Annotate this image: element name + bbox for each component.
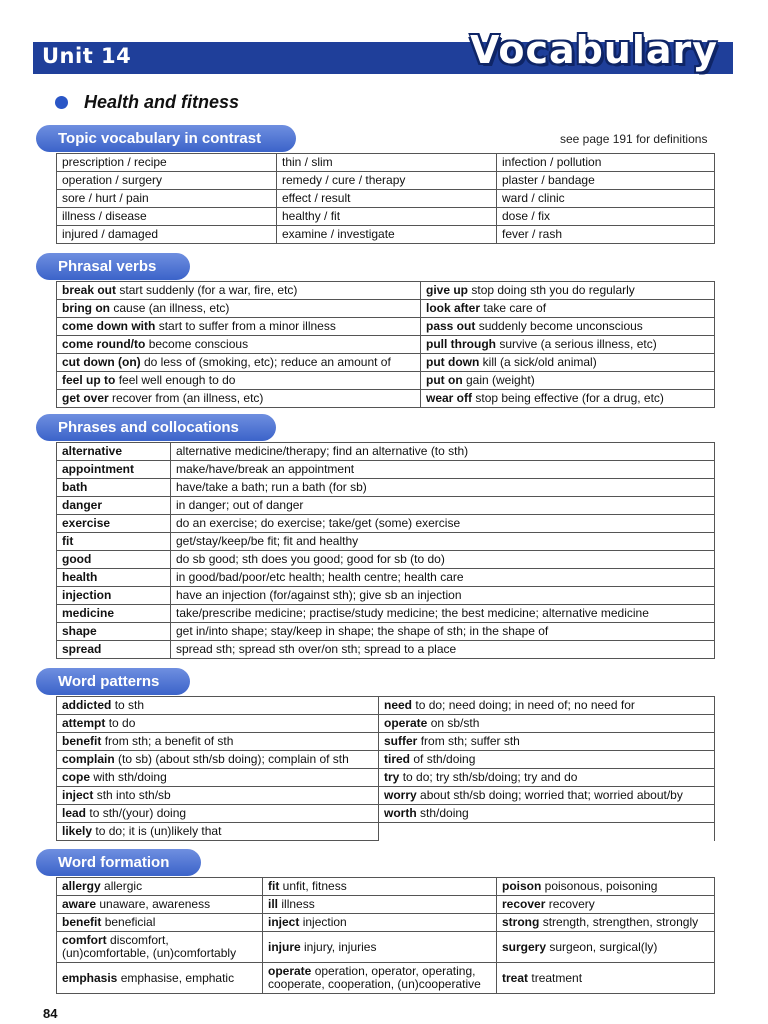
table-row <box>57 823 715 841</box>
table-row <box>57 461 715 479</box>
table-row <box>57 172 715 190</box>
headword: operate <box>268 964 312 978</box>
collocation-headword: medicine <box>57 605 171 623</box>
word-formation-cell <box>57 963 263 994</box>
definition: to do; try sth/sb/doing; try and do <box>402 770 578 784</box>
collocation-examples: get/stay/keep/be fit; fit and healthy <box>171 533 715 551</box>
definition: recover from (an illness, etc) <box>112 391 264 405</box>
table-cell: illness / disease <box>57 208 277 226</box>
definition: unaware, awareness <box>99 897 211 911</box>
definition: sth/doing <box>420 806 469 820</box>
table-cell: ward / clinic <box>497 190 715 208</box>
table-row <box>57 787 715 805</box>
headword: emphasis <box>62 970 118 985</box>
collocation-headword: bath <box>57 479 171 497</box>
headword: give up <box>426 283 469 297</box>
table-cell: injured / damaged <box>57 226 277 244</box>
word-pattern-cell <box>379 733 715 751</box>
phrases-collocations-table <box>56 442 715 659</box>
table-row <box>57 896 715 914</box>
section-title-phrasal-verbs: Phrasal verbs <box>36 253 190 280</box>
word-pattern-cell <box>379 823 715 841</box>
headword: lead <box>62 806 87 820</box>
topic-heading: Health and fitness <box>84 92 240 112</box>
word-formation-cell <box>57 878 263 896</box>
table-row <box>57 805 715 823</box>
word-formation-cell <box>497 896 715 914</box>
phrasal-verb-cell <box>57 372 421 390</box>
word-pattern-cell <box>57 823 379 841</box>
phrasal-verb-cell <box>57 336 421 354</box>
headword: comfort <box>62 933 107 947</box>
headword: treat <box>502 970 529 985</box>
table-row <box>57 443 715 461</box>
page-number: 84 <box>43 1006 58 1021</box>
table-row <box>57 569 715 587</box>
word-formation-table <box>56 877 715 994</box>
headword: benefit <box>62 915 102 929</box>
phrasal-verb-cell <box>421 336 715 354</box>
collocation-headword: health <box>57 569 171 587</box>
table-row <box>57 932 715 963</box>
definition: to do; need doing; in need of; no need for <box>415 698 635 712</box>
headword: put down <box>426 355 480 369</box>
table-row <box>57 914 715 932</box>
word-pattern-cell <box>379 751 715 769</box>
table-row <box>57 318 715 336</box>
table-cell: sore / hurt / pain <box>57 190 277 208</box>
collocation-headword: appointment <box>57 461 171 479</box>
collocation-headword: danger <box>57 497 171 515</box>
word-formation-cell <box>263 896 497 914</box>
phrasal-verb-cell <box>421 372 715 390</box>
bullet-icon <box>55 96 68 109</box>
section-title-word-formation: Word formation <box>36 849 201 876</box>
table-cell: operation / surgery <box>57 172 277 190</box>
headword: worth <box>384 806 417 820</box>
collocation-headword: fit <box>57 533 171 551</box>
definition: start suddenly (for a war, fire, etc) <box>119 283 298 297</box>
table-row <box>57 300 715 318</box>
collocation-examples: spread sth; spread sth over/on sth; spread to a place <box>171 641 715 659</box>
collocation-headword: alternative <box>57 443 171 461</box>
word-pattern-cell <box>57 769 379 787</box>
collocation-examples: make/have/break an appointment <box>171 461 715 479</box>
phrasal-verb-cell <box>421 390 715 408</box>
definition: feel well enough to do <box>118 373 236 387</box>
definition: take care of <box>483 301 547 315</box>
word-formation-cell <box>497 932 715 963</box>
table-row <box>57 605 715 623</box>
phrasal-verb-cell <box>421 282 715 300</box>
phrasal-verb-cell <box>57 318 421 336</box>
vocabulary-title: Vocabulary <box>470 28 719 72</box>
definition: from sth; suffer sth <box>420 734 520 748</box>
table-row <box>57 154 715 172</box>
phrasal-verb-cell <box>57 282 421 300</box>
word-pattern-cell <box>57 715 379 733</box>
table-cell: prescription / recipe <box>57 154 277 172</box>
definition: of sth/doing <box>413 752 476 766</box>
table-row <box>57 623 715 641</box>
definition: stop doing sth you do regularly <box>471 283 635 297</box>
collocation-examples: do an exercise; do exercise; take/get (some) exercise <box>171 515 715 533</box>
headword: break out <box>62 283 117 297</box>
definition: suddenly become unconscious <box>478 319 643 333</box>
word-pattern-cell <box>379 769 715 787</box>
table-row <box>57 372 715 390</box>
table-cell: infection / pollution <box>497 154 715 172</box>
collocation-examples: have an injection (for/against sth); give sb an injection <box>171 587 715 605</box>
headword: tired <box>384 752 411 766</box>
headword: operate <box>384 716 428 730</box>
table-row <box>57 282 715 300</box>
word-formation-cell <box>57 914 263 932</box>
headword: inject <box>268 915 300 929</box>
headword: cope <box>62 770 91 784</box>
headword: wear off <box>426 391 473 405</box>
table-row <box>57 769 715 787</box>
phrasal-verb-cell <box>421 300 715 318</box>
definition: cause (an illness, etc) <box>113 301 230 315</box>
headword: inject <box>62 788 94 802</box>
definition: to sth <box>114 698 145 712</box>
collocation-examples: get in/into shape; stay/keep in shape; the shape of sth; in the shape of <box>171 623 715 641</box>
headword: need <box>384 698 413 712</box>
table-row <box>57 533 715 551</box>
collocation-headword: shape <box>57 623 171 641</box>
headword: likely <box>62 824 93 838</box>
table-cell: examine / investigate <box>277 226 497 244</box>
table-cell: healthy / fit <box>277 208 497 226</box>
definition: do less of (smoking, etc); reduce an amount of <box>144 355 391 369</box>
headword: poison <box>502 879 542 893</box>
headword: strong <box>502 915 540 929</box>
headword: aware <box>62 897 97 911</box>
word-formation-cell <box>263 963 497 994</box>
definition: illness <box>281 897 315 911</box>
table-row <box>57 515 715 533</box>
headword: come round/to <box>62 337 146 351</box>
table-cell: dose / fix <box>497 208 715 226</box>
headword: fit <box>268 879 280 893</box>
headword: allergy <box>62 879 101 893</box>
table-row <box>57 390 715 408</box>
table-row <box>57 697 715 715</box>
table-cell: effect / result <box>277 190 497 208</box>
phrasal-verb-cell <box>421 318 715 336</box>
definition: operation, operator, operating, cooperate, cooperation, (un)cooperative <box>268 964 481 991</box>
collocation-headword: exercise <box>57 515 171 533</box>
definition: about sth/sb doing; worried that; worried about/by <box>420 788 683 802</box>
word-formation-cell <box>497 963 715 994</box>
phrasal-verb-cell <box>57 390 421 408</box>
headword: pass out <box>426 319 476 333</box>
section-title-phrases-collocations: Phrases and collocations <box>36 414 276 441</box>
word-pattern-cell <box>379 697 715 715</box>
word-patterns-table <box>56 696 715 841</box>
headword: ill <box>268 897 279 911</box>
definition: poisonous, poisoning <box>544 879 658 893</box>
definition: kill (a sick/old animal) <box>482 355 597 369</box>
table-cell: fever / rash <box>497 226 715 244</box>
word-pattern-cell <box>57 787 379 805</box>
table-row <box>57 715 715 733</box>
table-cell: remedy / cure / therapy <box>277 172 497 190</box>
definition: surgeon, surgical(ly) <box>549 939 658 954</box>
headword: bring on <box>62 301 110 315</box>
section-title-topic-vocabulary: Topic vocabulary in contrast <box>36 125 296 152</box>
table-row <box>57 190 715 208</box>
collocation-examples: alternative medicine/therapy; find an alternative (to sth) <box>171 443 715 461</box>
headword: get over <box>62 391 109 405</box>
table-row <box>57 354 715 372</box>
headword: suffer <box>384 734 418 748</box>
phrasal-verbs-table <box>56 281 715 408</box>
definition: stop being effective (for a drug, etc) <box>475 391 664 405</box>
table-row <box>57 733 715 751</box>
collocation-examples: in danger; out of danger <box>171 497 715 515</box>
definition: survive (a serious illness, etc) <box>499 337 657 351</box>
word-formation-cell <box>263 914 497 932</box>
table-row <box>57 751 715 769</box>
table-row <box>57 208 715 226</box>
word-formation-cell <box>263 932 497 963</box>
word-pattern-cell <box>57 805 379 823</box>
word-pattern-cell <box>57 697 379 715</box>
collocation-examples: have/take a bath; run a bath (for sb) <box>171 479 715 497</box>
definitions-note: see page 191 for definitions <box>560 132 708 146</box>
table-cell: thin / slim <box>277 154 497 172</box>
word-formation-cell <box>57 932 263 963</box>
topic-vocabulary-table <box>56 153 715 244</box>
table-row <box>57 479 715 497</box>
definition: allergic <box>104 879 143 893</box>
definition: from sth; a benefit of sth <box>104 734 234 748</box>
headword: benefit <box>62 734 102 748</box>
table-row <box>57 878 715 896</box>
definition: on sb/sth <box>430 716 480 730</box>
word-pattern-cell <box>379 787 715 805</box>
headword: recover <box>502 897 546 911</box>
unit-label: Unit 14 <box>42 44 132 68</box>
definition: to do <box>108 716 136 730</box>
table-cell: plaster / bandage <box>497 172 715 190</box>
headword: worry <box>384 788 417 802</box>
definition: strength, strengthen, strongly <box>542 915 699 929</box>
definition: (to sb) (about sth/sb doing); complain of sth <box>118 752 349 766</box>
phrasal-verb-cell <box>421 354 715 372</box>
definition: emphasise, emphatic <box>120 970 235 985</box>
section-title-word-patterns: Word patterns <box>36 668 190 695</box>
collocation-examples: take/prescribe medicine; practise/study medicine; the best medicine; alternative medicine <box>171 605 715 623</box>
word-pattern-cell <box>379 805 715 823</box>
definition: discomfort, (un)comfortable, (un)comfortably <box>62 933 237 960</box>
word-formation-cell <box>497 878 715 896</box>
word-formation-cell <box>57 896 263 914</box>
headword: surgery <box>502 939 547 954</box>
word-formation-cell <box>263 878 497 896</box>
collocation-headword: spread <box>57 641 171 659</box>
collocation-examples: do sb good; sth does you good; good for sb (to do) <box>171 551 715 569</box>
word-pattern-cell <box>379 715 715 733</box>
headword: complain <box>62 752 115 766</box>
word-pattern-cell <box>57 751 379 769</box>
definition: treatment <box>531 970 583 985</box>
headword: pull through <box>426 337 496 351</box>
table-row <box>57 963 715 994</box>
definition: to sth/(your) doing <box>89 806 187 820</box>
table-row <box>57 587 715 605</box>
phrasal-verb-cell <box>57 354 421 372</box>
definition: with sth/doing <box>93 770 167 784</box>
headword: addicted <box>62 698 112 712</box>
definition: beneficial <box>104 915 156 929</box>
definition: start to suffer from a minor illness <box>158 319 336 333</box>
definition: injection <box>302 915 347 929</box>
headword: injure <box>268 939 301 954</box>
headword: try <box>384 770 400 784</box>
headword: attempt <box>62 716 106 730</box>
definition: unfit, fitness <box>282 879 347 893</box>
definition: to do; it is (un)likely that <box>95 824 222 838</box>
headword: come down with <box>62 319 156 333</box>
collocation-examples: in good/bad/poor/etc health; health centre; health care <box>171 569 715 587</box>
definition: recovery <box>548 897 595 911</box>
table-row <box>57 336 715 354</box>
headword: look after <box>426 301 481 315</box>
headword: put on <box>426 373 463 387</box>
phrasal-verb-cell <box>57 300 421 318</box>
table-row <box>57 226 715 244</box>
word-formation-cell <box>497 914 715 932</box>
collocation-headword: injection <box>57 587 171 605</box>
definition: injury, injuries <box>304 939 377 954</box>
table-row <box>57 551 715 569</box>
word-pattern-cell <box>57 733 379 751</box>
headword: feel up to <box>62 373 116 387</box>
collocation-headword: good <box>57 551 171 569</box>
table-row <box>57 641 715 659</box>
definition: sth into sth/sb <box>96 788 171 802</box>
definition: gain (weight) <box>466 373 535 387</box>
headword: cut down (on) <box>62 355 141 369</box>
table-row <box>57 497 715 515</box>
definition: become conscious <box>148 337 249 351</box>
